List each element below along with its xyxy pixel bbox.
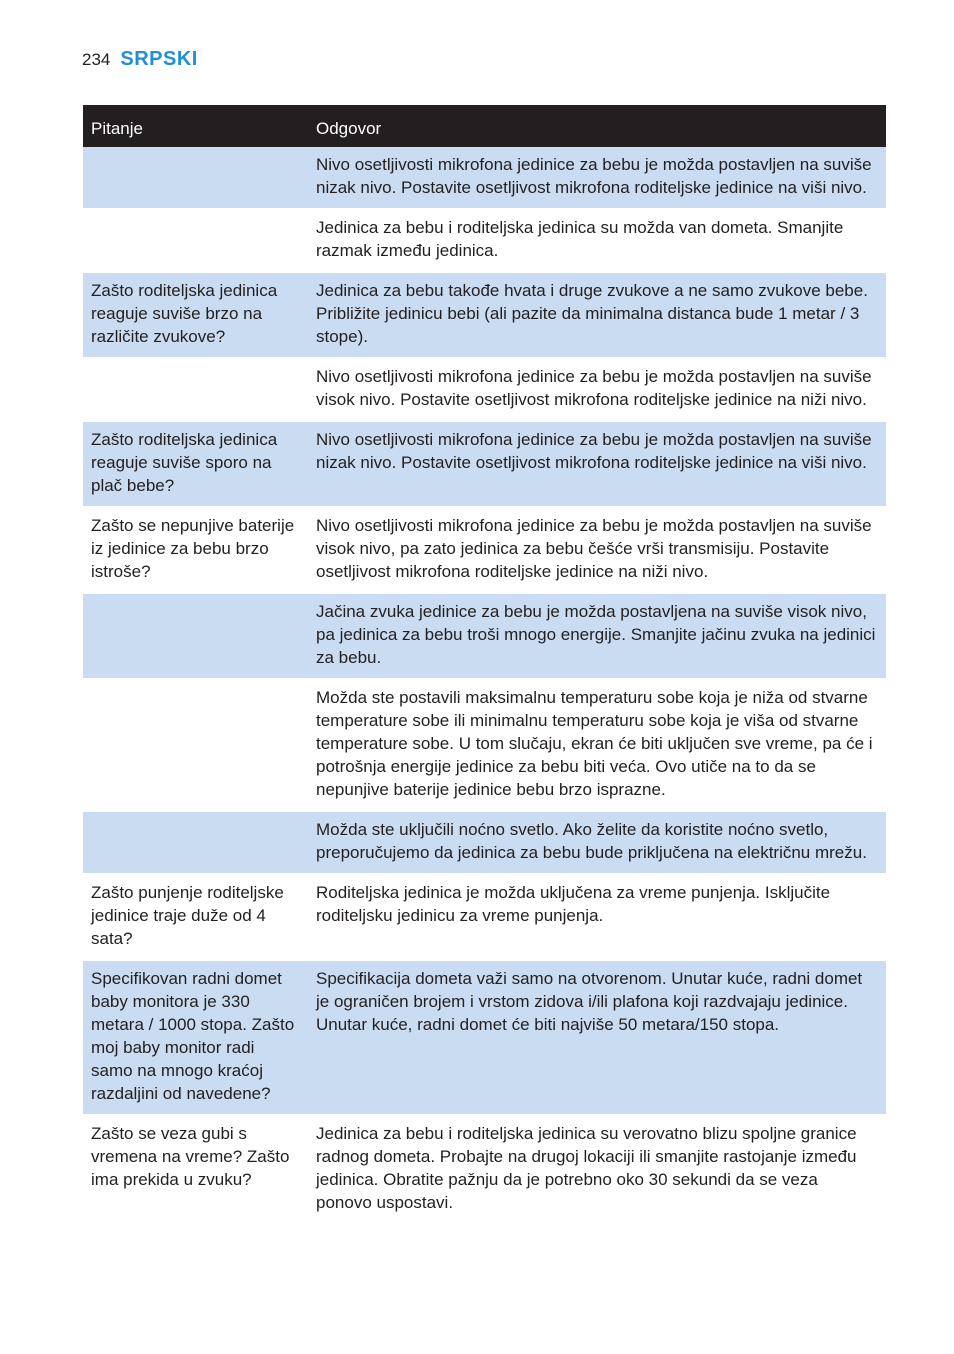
answer-cell: Nivo osetljivosti mikrofona jedinice za bebu je možda postavljen na suviše visok nivo. Postavite osetljivost mikrofona roditeljske jedinice na niži nivo. [308, 358, 886, 421]
table-row [83, 593, 886, 679]
column-header-question: Pitanje [83, 105, 308, 147]
answer-cell: Jedinica za bebu i roditeljska jedinica su možda van dometa. Smanjite razmak između jedinica. [308, 209, 886, 272]
table-row [83, 147, 886, 209]
table-body [83, 147, 886, 1224]
answer-cell: Jedinica za bebu i roditeljska jedinica su verovatno blizu spoljne granice radnog dometa. Probajte na drugoj lokaciji ili smanjite rastojanje između jedinica. Obratite pažnju da je potrebno oko 30 sekundi da se veza ponovo uspostavi. [308, 1115, 886, 1224]
answer-cell: Jedinica za bebu takođe hvata i druge zvukove a ne samo zvukove bebe. Približite jedinicu bebi (ali pazite da minimalna distanca bude 1 metar / 3 stope). [308, 272, 886, 358]
section-language-title: SRPSKI [120, 48, 198, 70]
table-row [83, 209, 886, 272]
question-cell [83, 358, 308, 421]
table-row [83, 811, 886, 874]
table-row [83, 358, 886, 421]
table-header-row [83, 105, 886, 147]
question-cell [83, 593, 308, 679]
question-cell: Zašto se veza gubi s vremena na vreme? Zašto ima prekida u zvuku? [83, 1115, 308, 1224]
answer-cell: Specifikacija dometa važi samo na otvorenom. Unutar kuće, radni domet je ograničen brojem i vrstom zidova i/ili plafona koji razdvajaju jedinice. Unutar kuće, radni domet će biti najviše 50 metara/150 stopa. [308, 960, 886, 1115]
question-cell: Zašto punjenje roditeljske jedinice traje duže od 4 sata? [83, 874, 308, 960]
column-header-answer: Odgovor [308, 105, 886, 147]
question-cell: Specifikovan radni domet baby monitora je 330 metara / 1000 stopa. Zašto moj baby monitor radi samo na mnogo kraćoj razdaljini od navedene? [83, 960, 308, 1115]
question-cell [83, 679, 308, 811]
answer-cell: Možda ste uključili noćno svetlo. Ako želite da koristite noćno svetlo, preporučujemo da jedinica za bebu bude priključena na električnu mrežu. [308, 811, 886, 874]
question-cell: Zašto roditeljska jedinica reaguje suviše sporo na plač bebe? [83, 421, 308, 507]
table-row [83, 421, 886, 507]
table-row [83, 272, 886, 358]
question-cell [83, 209, 308, 272]
answer-cell: Nivo osetljivosti mikrofona jedinice za bebu je možda postavljen na suviše nizak nivo. Postavite osetljivost mikrofona roditeljske jedinice na viši nivo. [308, 421, 886, 507]
table-row [83, 874, 886, 960]
answer-cell: Nivo osetljivosti mikrofona jedinice za bebu je možda postavljen na suviše nizak nivo. Postavite osetljivost mikrofona roditeljske jedinice na viši nivo. [308, 147, 886, 209]
answer-cell: Nivo osetljivosti mikrofona jedinice za bebu je možda postavljen na suviše visok nivo, pa zato jedinica za bebu češće vrši transmisiju. Postavite osetljivost mikrofona roditeljske jedinice na niži nivo. [308, 507, 886, 593]
question-cell: Zašto se nepunjive baterije iz jedinice za bebu brzo istroše? [83, 507, 308, 593]
table-row [83, 1115, 886, 1224]
table-row [83, 960, 886, 1115]
question-cell [83, 811, 308, 874]
answer-cell: Možda ste postavili maksimalnu temperaturu sobe koja je niža od stvarne temperature sobe ili minimalnu temperaturu sobe koja je viša od stvarne temperature sobe. U tom slučaju, ekran će biti uključen sve vreme, pa će i potrošnja energije jedinice za bebu biti veća. Ovo utiče na to da se nepunjive baterije jedinice bebu brzo isprazne. [308, 679, 886, 811]
answer-cell: Roditeljska jedinica je možda uključena za vreme punjenja. Isključite roditeljsku jedinicu za vreme punjenja. [308, 874, 886, 960]
question-cell: Zašto roditeljska jedinica reaguje suviše brzo na različite zvukove? [83, 272, 308, 358]
question-cell [83, 147, 308, 209]
page-header [82, 48, 198, 71]
answer-cell: Jačina zvuka jedinice za bebu je možda postavljena na suviše visok nivo, pa jedinica za bebu troši mnogo energije. Smanjite jačinu zvuka na jedinici za bebu. [308, 593, 886, 679]
table-row [83, 507, 886, 593]
page-number: 234 [82, 50, 111, 69]
troubleshooting-table [83, 105, 886, 1225]
table-row [83, 679, 886, 811]
